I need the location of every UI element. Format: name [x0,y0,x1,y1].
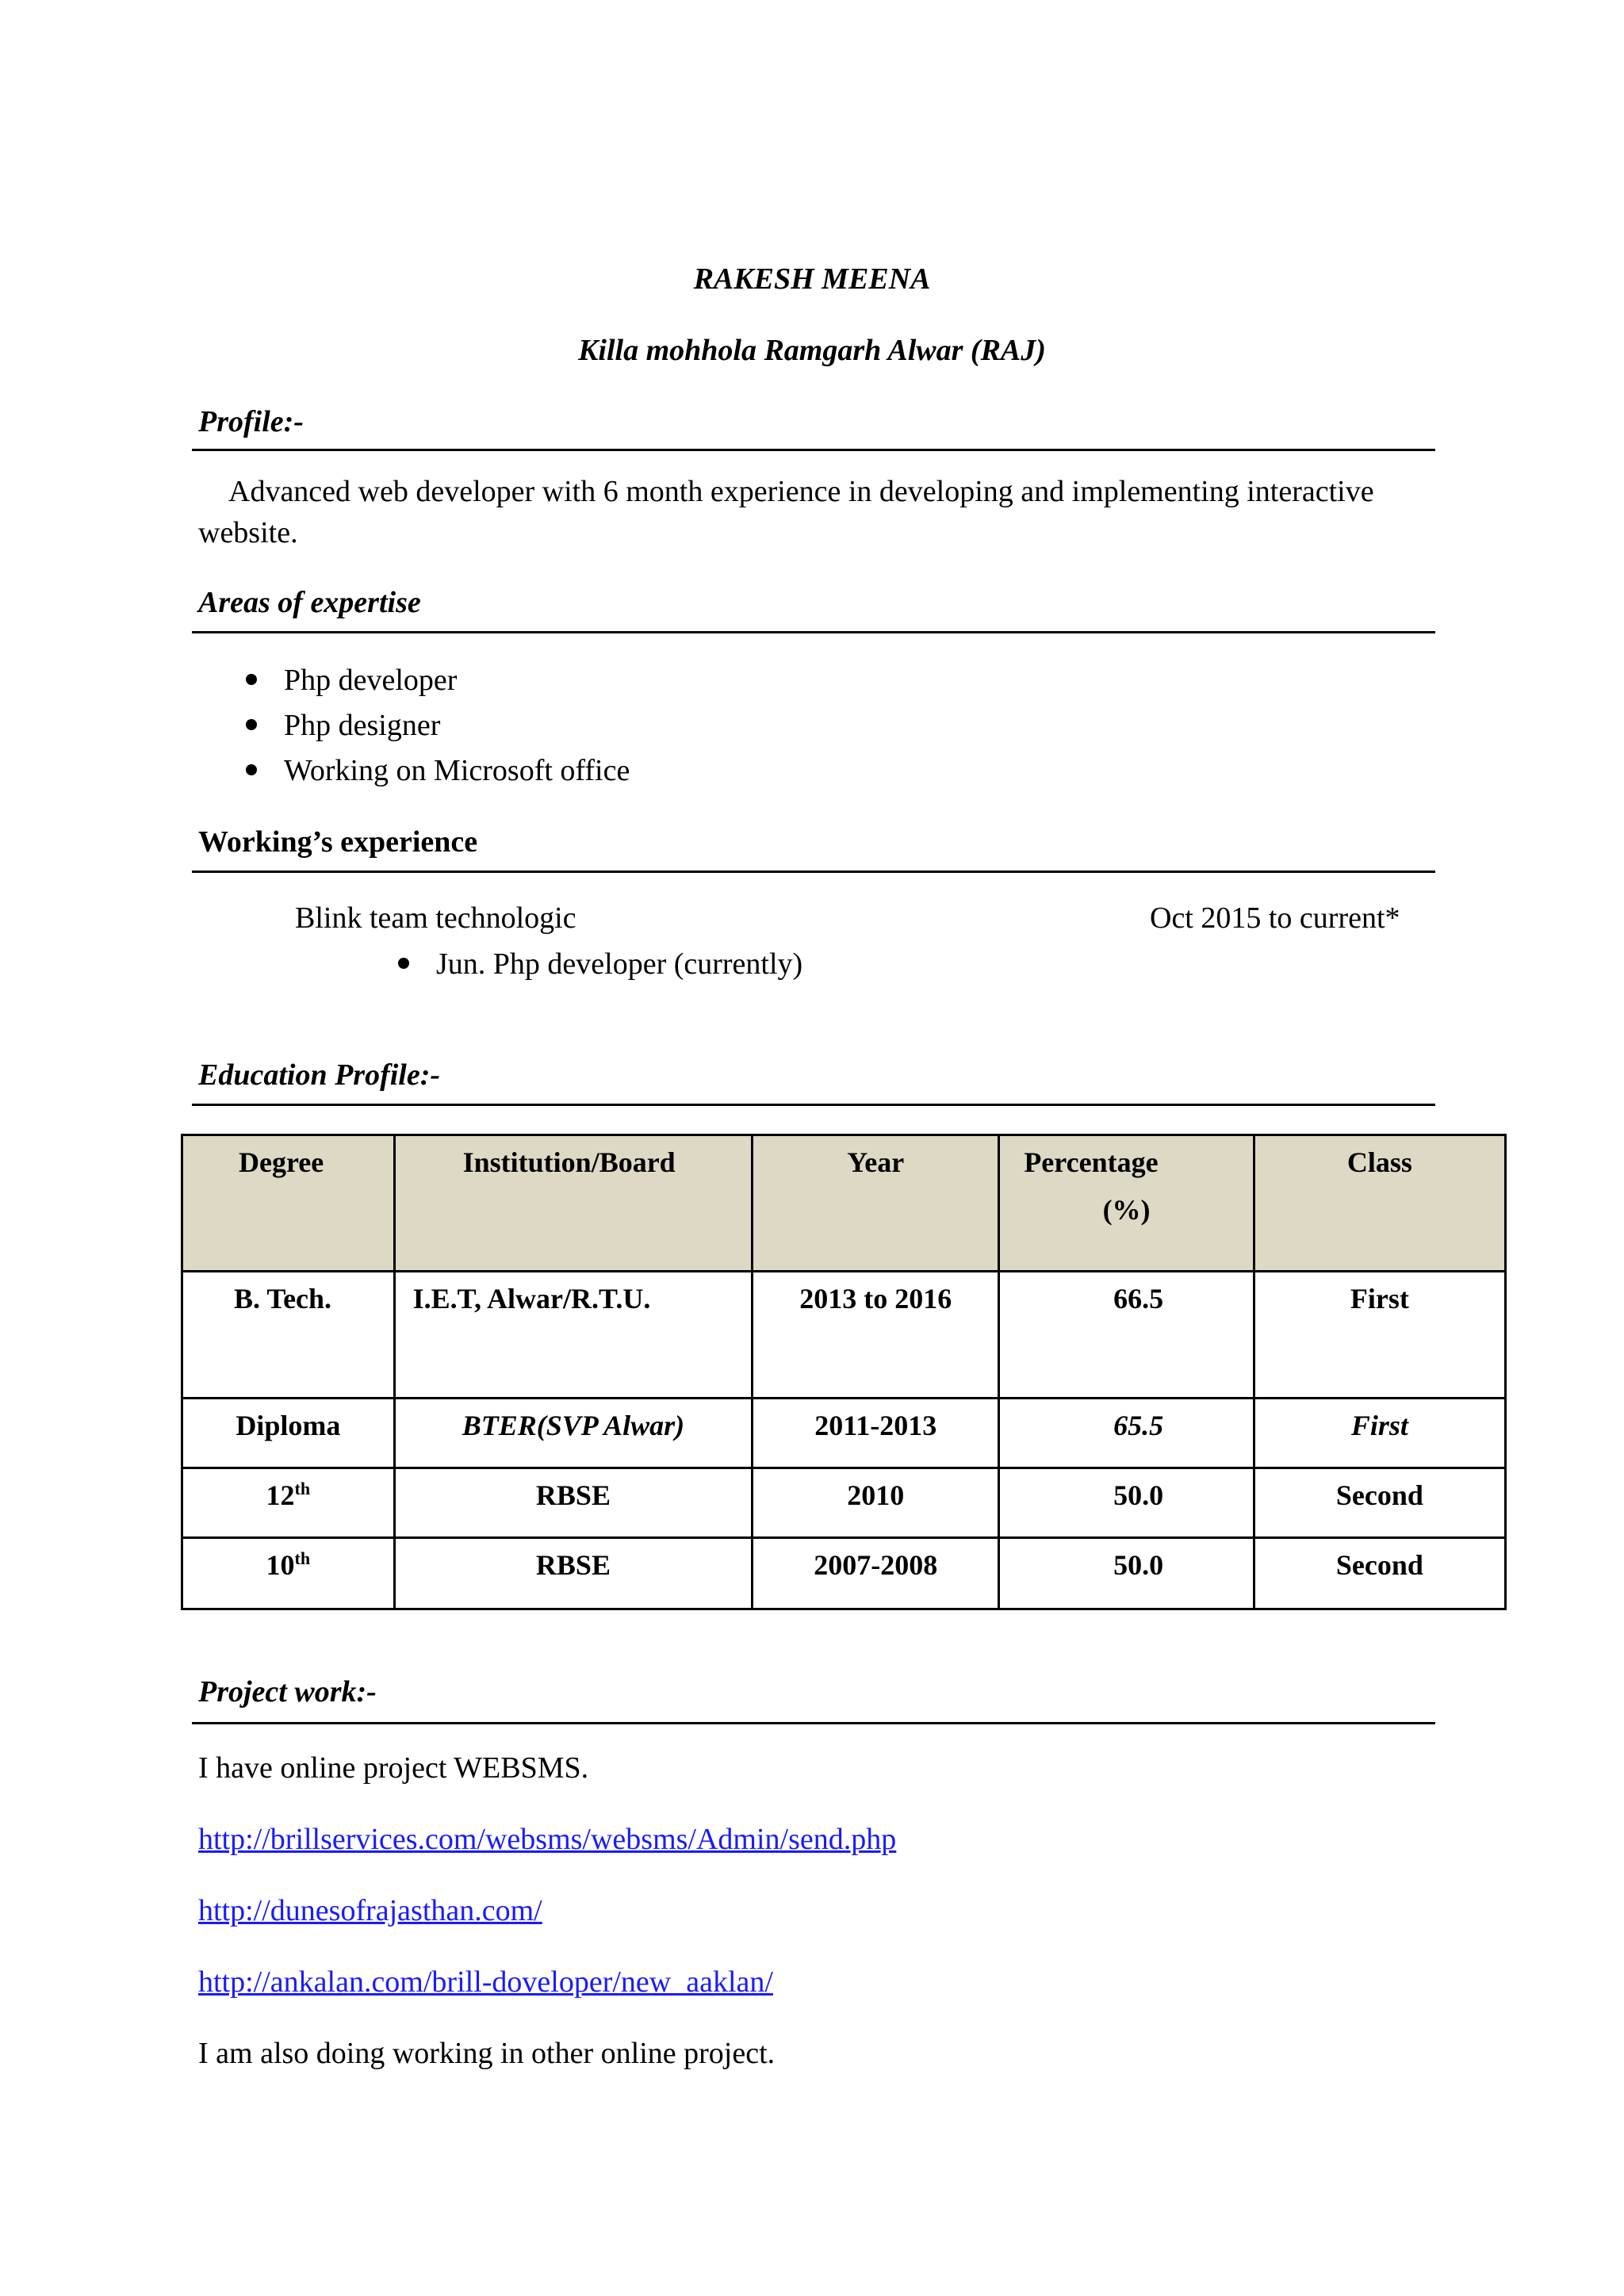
cell-degree: B. Tech. [182,1272,395,1399]
cell-percentage: 50.0 [999,1468,1254,1538]
experience-company: Blink team technologic [295,901,576,935]
profile-text-line1: Advanced web developer with 6 month experience in developing and implementing interactive [228,475,1374,508]
column-header-year: Year [753,1135,999,1272]
expertise-divider [192,631,1435,633]
projects-intro: I have online project WEBSMS. [198,1751,589,1785]
cell-year: 2013 to 2016 [753,1272,999,1399]
column-header-class: Class [1254,1135,1505,1272]
cell-year: 2007-2008 [753,1538,999,1609]
bullet-icon [246,674,257,685]
project-link[interactable]: http://dunesofrajasthan.com/ [198,1894,542,1927]
cell-institution: RBSE [394,1468,753,1538]
profile-heading: Profile:- [198,405,304,438]
education-table [181,1134,1507,1610]
profile-divider [192,449,1435,451]
column-header-degree: Degree [182,1135,395,1272]
experience-heading: Working’s experience [198,825,478,859]
cell-degree: 12th [182,1468,395,1538]
cell-year: 2010 [753,1468,999,1538]
candidate-name: RAKESH MEENA [693,262,931,296]
cell-percentage: 65.5 [999,1399,1254,1468]
projects-divider [192,1722,1435,1724]
expertise-item-label: Php developer [284,664,458,697]
projects-heading: Project work:- [198,1675,377,1709]
table-row [182,1538,1506,1609]
cell-class: First [1254,1399,1505,1468]
cell-class: Second [1254,1468,1505,1538]
cell-class: Second [1254,1538,1505,1609]
cell-percentage: 66.5 [999,1272,1254,1399]
expertise-heading: Areas of expertise [198,586,421,619]
column-header-percentage [999,1135,1254,1272]
bullet-icon [246,719,257,730]
percentage-label: Percentage [1024,1146,1159,1178]
expertise-item [246,753,630,788]
experience-divider [192,871,1435,873]
cell-degree: Diploma [182,1399,395,1468]
column-header-institution: Institution/Board [394,1135,753,1272]
table-row [182,1272,1506,1399]
table-row [182,1399,1506,1468]
experience-role: Jun. Php developer (currently) [436,947,803,981]
experience-period: Oct 2015 to current* [1150,901,1400,935]
cell-class: First [1254,1272,1505,1399]
percentage-unit: (%) [1102,1194,1151,1226]
education-divider [192,1104,1435,1106]
expertise-item-label: Working on Microsoft office [284,754,630,787]
expertise-item [246,708,440,743]
cell-year: 2011-2013 [753,1399,999,1468]
cell-institution: RBSE [394,1538,753,1609]
education-heading: Education Profile:- [198,1058,441,1092]
bullet-icon [398,958,409,969]
table-row [182,1468,1506,1538]
cell-percentage: 50.0 [999,1538,1254,1609]
expertise-item-label: Php designer [284,709,441,742]
project-link[interactable]: http://brillservices.com/websms/websms/Admin/send.php [198,1823,897,1856]
experience-role-item [398,947,802,982]
projects-outro: I am also doing working in other online project. [198,2037,776,2070]
expertise-item [246,663,457,698]
cell-institution: I.E.T, Alwar/R.T.U. [394,1272,753,1399]
project-link[interactable]: http://ankalan.com/brill-doveloper/new_aaklan/ [198,1965,773,1999]
bullet-icon [246,764,257,775]
profile-text-line2: website. [198,516,298,549]
candidate-address: Killa mohhola Ramgarh Alwar (RAJ) [578,334,1046,367]
cell-degree: 10th [182,1538,395,1609]
table-header-row [182,1135,1506,1272]
cell-institution: BTER(SVP Alwar) [394,1399,753,1468]
